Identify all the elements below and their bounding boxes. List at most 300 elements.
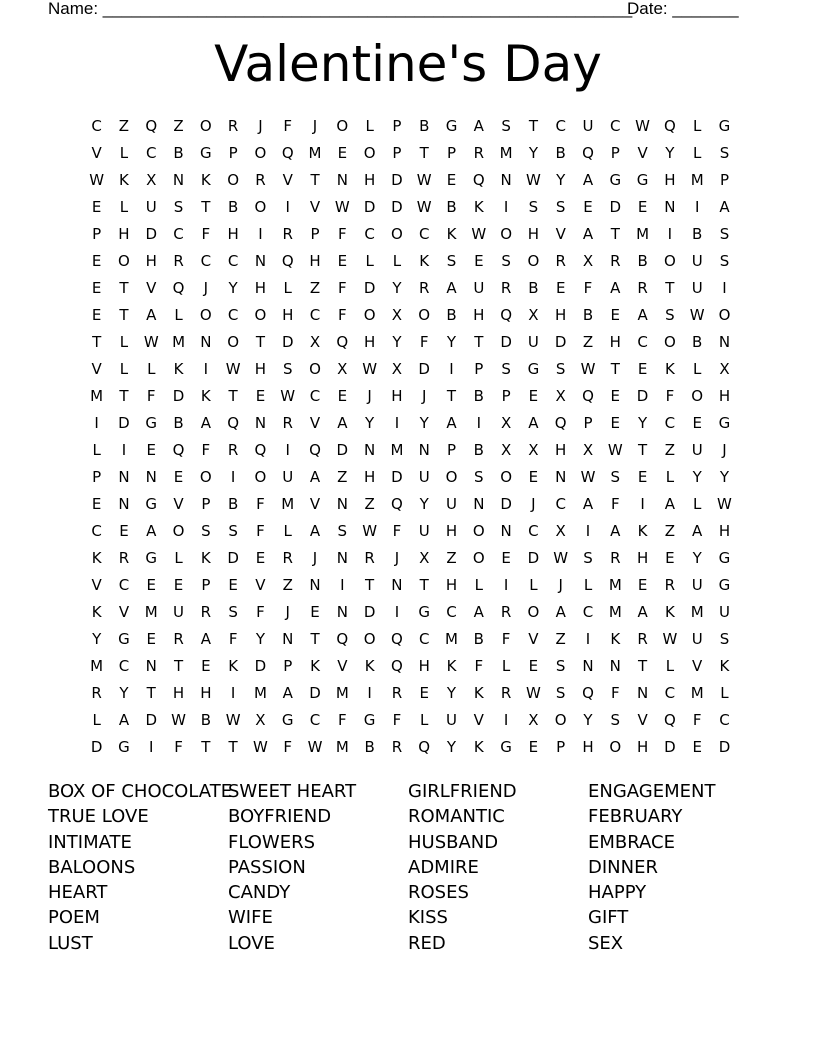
grid-letter: H — [609, 332, 621, 351]
grid-letter: L — [665, 467, 675, 486]
grid-letter: E — [692, 737, 702, 756]
grid-letter: W — [253, 737, 268, 756]
grid-letter: J — [258, 116, 263, 135]
grid-letter: F — [610, 683, 620, 702]
grid-letter: K — [310, 656, 320, 675]
grid-letter: I — [203, 359, 209, 378]
grid-letter: X — [391, 305, 403, 324]
grid-letter: E — [528, 386, 539, 405]
grid-letter: C — [582, 602, 594, 621]
grid-letter: T — [310, 170, 320, 189]
grid-letter: M — [90, 386, 104, 405]
grid-row — [83, 625, 738, 652]
grid-letter: M — [690, 170, 704, 189]
grid-letter: F — [665, 386, 675, 405]
grid-letter: K — [419, 251, 430, 270]
grid-letter: T — [119, 305, 129, 324]
grid-letter: M — [281, 494, 295, 513]
grid-letter: V — [555, 224, 566, 243]
grid-letter: I — [667, 224, 673, 243]
grid-letter: N — [336, 170, 348, 189]
grid-letter: D — [664, 737, 676, 756]
grid-letter: T — [528, 116, 538, 135]
grid-row — [83, 706, 738, 733]
grid-letter: E — [637, 467, 648, 486]
grid-letter: I — [694, 197, 700, 216]
grid-letter: S — [228, 602, 238, 621]
grid-row — [83, 382, 738, 409]
grid-letter: A — [528, 413, 539, 432]
grid-letter: D — [391, 467, 403, 486]
grid-letter: Q — [172, 278, 185, 297]
grid-letter: O — [309, 359, 321, 378]
grid-letter: D — [90, 737, 103, 756]
word-list-item: ADMIRE — [408, 856, 479, 878]
grid-letter: A — [446, 413, 457, 432]
grid-letter: F — [692, 710, 702, 729]
grid-letter: L — [693, 359, 702, 378]
grid-letter: W — [607, 440, 623, 459]
grid-letter: I — [394, 602, 400, 621]
grid-row — [83, 490, 738, 517]
grid-letter: T — [419, 143, 429, 162]
grid-letter: Y — [419, 494, 429, 513]
grid-letter: T — [201, 197, 211, 216]
grid-letter: H — [254, 359, 267, 378]
grid-row — [83, 301, 738, 328]
grid-letter: T — [665, 278, 675, 297]
grid-letter: N — [118, 467, 130, 486]
grid-letter: O — [500, 467, 512, 486]
grid-letter: C — [664, 683, 676, 702]
grid-letter: N — [500, 521, 512, 540]
grid-letter: D — [281, 332, 294, 351]
grid-letter: V — [309, 494, 321, 513]
grid-letter: L — [583, 575, 593, 594]
grid-letter: T — [638, 440, 648, 459]
grid-letter: S — [228, 521, 238, 540]
grid-letter: J — [394, 548, 400, 567]
grid-letter: N — [336, 602, 348, 621]
grid-letter: A — [610, 278, 621, 297]
grid-letter: J — [421, 386, 427, 405]
word-list-item: GIRLFRIEND — [408, 781, 517, 802]
grid-letter: B — [582, 305, 594, 324]
grid-letter: Y — [92, 629, 102, 648]
grid-letter: O — [663, 332, 676, 351]
grid-letter: I — [722, 278, 727, 297]
grid-letter: O — [199, 467, 212, 486]
grid-row — [83, 733, 738, 760]
grid-letter: Y — [719, 467, 730, 486]
word-list-item: KISS — [408, 907, 448, 929]
grid-letter: O — [500, 224, 512, 243]
grid-row — [83, 679, 738, 706]
grid-letter: T — [610, 224, 620, 243]
grid-letter: G — [718, 413, 731, 432]
grid-letter: A — [118, 710, 130, 729]
grid-letter: Y — [392, 278, 402, 297]
word-column — [228, 779, 356, 956]
grid-letter: Y — [228, 278, 238, 297]
grid-letter: N — [254, 251, 267, 270]
word-list-item: BALOONS — [48, 856, 136, 878]
grid-letter: X — [419, 548, 430, 567]
name-field-label: Name: ________________________________________________________ — [48, 0, 633, 18]
grid-letter: M — [608, 602, 622, 621]
grid-letter: Q — [227, 413, 240, 432]
grid-letter: S — [474, 467, 484, 486]
grid-letter: E — [637, 575, 648, 594]
grid-row — [83, 355, 738, 382]
grid-letter: B — [692, 332, 703, 351]
grid-letter: H — [473, 305, 485, 324]
grid-letter: O — [391, 224, 403, 243]
grid-letter: W — [280, 386, 296, 405]
word-list-item: HUSBAND — [408, 831, 499, 853]
grid-letter: E — [173, 467, 184, 486]
grid-letter: D — [500, 494, 512, 513]
grid-letter: O — [254, 197, 267, 216]
grid-letter: W — [143, 332, 159, 351]
grid-letter: H — [445, 575, 458, 594]
grid-letter: C — [118, 575, 130, 594]
grid-letter: G — [281, 710, 294, 729]
grid-letter: Q — [472, 170, 485, 189]
grid-letter: V — [118, 602, 130, 621]
grid-letter: W — [525, 683, 541, 702]
grid-letter: T — [310, 629, 320, 648]
word-list-item: HEART — [48, 882, 108, 904]
grid-row — [83, 139, 738, 166]
word-list-item: WIFE — [228, 907, 273, 929]
grid-letter: S — [446, 251, 457, 270]
grid-letter: Q — [391, 656, 403, 675]
grid-letter: M — [390, 440, 404, 459]
grid-letter: S — [501, 359, 511, 378]
grid-letter: R — [473, 143, 485, 162]
word-list-item: ENGAGEMENT — [588, 781, 716, 802]
grid-letter: L — [92, 710, 101, 729]
grid-letter: O — [527, 251, 540, 270]
grid-letter: W — [662, 629, 678, 648]
grid-letter: P — [283, 656, 293, 675]
grid-letter: C — [91, 521, 102, 540]
grid-letter: F — [501, 629, 511, 648]
grid-letter: W — [171, 710, 186, 729]
grid-letter: N — [309, 575, 321, 594]
grid-letter: K — [473, 683, 484, 702]
grid-letter: I — [503, 197, 509, 216]
grid-letter: A — [664, 494, 676, 513]
grid-letter: P — [610, 143, 620, 162]
grid-letter: E — [419, 683, 429, 702]
grid-letter: M — [144, 602, 158, 621]
grid-letter: C — [227, 251, 239, 270]
grid-letter: C — [91, 116, 102, 135]
grid-letter: A — [282, 683, 293, 702]
grid-letter: R — [391, 683, 403, 702]
grid-letter: B — [473, 440, 484, 459]
grid-letter: S — [555, 197, 566, 216]
grid-letter: C — [309, 386, 321, 405]
grid-letter: J — [531, 494, 536, 513]
grid-letter: F — [610, 494, 620, 513]
grid-letter: P — [719, 170, 729, 189]
date-field-label: Date: _______ — [627, 0, 739, 18]
grid-letter: O — [472, 548, 485, 567]
grid-row — [83, 598, 738, 625]
grid-letter: F — [392, 710, 402, 729]
word-column — [48, 779, 232, 956]
grid-letter: K — [610, 629, 621, 648]
grid-letter: B — [446, 305, 457, 324]
grid-letter: B — [692, 224, 703, 243]
grid-letter: R — [500, 278, 512, 297]
grid-letter: G — [609, 170, 622, 189]
grid-letter: F — [583, 278, 593, 297]
grid-letter: M — [172, 332, 186, 351]
grid-letter: W — [334, 197, 350, 216]
grid-letter: L — [147, 359, 156, 378]
grid-letter: O — [418, 305, 431, 324]
grid-letter: H — [309, 251, 321, 270]
grid-letter: A — [610, 521, 621, 540]
grid-letter: A — [146, 305, 157, 324]
grid-letter: Y — [665, 143, 675, 162]
grid-letter: A — [200, 413, 211, 432]
grid-letter: L — [92, 440, 101, 459]
grid-letter: N — [555, 467, 567, 486]
grid-letter: E — [337, 386, 348, 405]
grid-letter: K — [200, 386, 211, 405]
grid-letter: T — [146, 683, 156, 702]
grid-letter: K — [364, 656, 375, 675]
grid-letter: R — [91, 683, 102, 702]
grid-letter: L — [119, 332, 129, 351]
grid-letter: K — [200, 170, 211, 189]
grid-letter: F — [283, 737, 293, 756]
grid-letter: B — [364, 737, 375, 756]
grid-letter: O — [254, 305, 267, 324]
grid-letter: H — [363, 170, 376, 189]
grid-letter: N — [172, 170, 185, 189]
grid-letter: L — [174, 305, 183, 324]
puzzle-title: Valentine's Day — [214, 35, 602, 93]
grid-letter: U — [527, 332, 539, 351]
grid-letter: I — [149, 737, 154, 756]
grid-letter: N — [145, 467, 157, 486]
grid-letter: L — [365, 251, 374, 270]
grid-letter: R — [637, 629, 648, 648]
grid-letter: U — [282, 467, 294, 486]
grid-letter: X — [500, 440, 512, 459]
grid-letter: L — [119, 197, 129, 216]
grid-letter: N — [391, 575, 403, 594]
grid-letter: V — [146, 278, 157, 297]
grid-letter: N — [664, 197, 676, 216]
grid-letter: M — [499, 143, 513, 162]
grid-letter: Q — [391, 494, 403, 513]
grid-letter: C — [719, 710, 730, 729]
grid-letter: T — [201, 737, 211, 756]
grid-letter: G — [118, 737, 130, 756]
grid-row — [83, 220, 738, 247]
grid-letter: C — [664, 413, 676, 432]
word-list-item: HAPPY — [588, 882, 647, 904]
grid-letter: A — [473, 602, 484, 621]
grid-letter: B — [227, 494, 239, 513]
grid-letter: L — [693, 494, 702, 513]
grid-letter: G — [445, 116, 458, 135]
grid-letter: A — [337, 413, 348, 432]
grid-letter: V — [255, 575, 266, 594]
grid-letter: S — [719, 224, 730, 243]
grid-letter: Y — [692, 467, 702, 486]
grid-letter: I — [503, 710, 509, 729]
grid-letter: I — [503, 575, 509, 594]
word-list-item: ROMANTIC — [408, 806, 505, 828]
grid-letter: F — [256, 521, 265, 540]
grid-letter: J — [285, 602, 290, 621]
grid-letter: I — [285, 440, 290, 459]
grid-letter: M — [308, 143, 322, 162]
grid-letter: T — [638, 656, 648, 675]
grid-letter: E — [310, 602, 320, 621]
grid-letter: E — [637, 359, 648, 378]
grid-letter: W — [717, 494, 732, 513]
grid-letter: P — [92, 467, 102, 486]
grid-letter: Q — [418, 737, 431, 756]
grid-letter: O — [254, 467, 267, 486]
grid-letter: B — [200, 710, 211, 729]
grid-letter: L — [174, 548, 183, 567]
grid-letter: O — [472, 521, 485, 540]
grid-letter: F — [392, 521, 402, 540]
grid-letter: K — [446, 656, 457, 675]
grid-row — [83, 247, 738, 274]
grid-letter: G — [527, 359, 540, 378]
grid-letter: C — [309, 710, 321, 729]
grid-letter: R — [610, 548, 621, 567]
grid-letter: Y — [365, 413, 375, 432]
grid-letter: G — [200, 143, 212, 162]
grid-letter: R — [418, 278, 430, 297]
grid-letter: Z — [555, 629, 566, 648]
grid-letter: N — [473, 494, 485, 513]
grid-letter: Q — [336, 629, 349, 648]
grid-letter: I — [585, 521, 591, 540]
grid-letter: K — [91, 548, 102, 567]
grid-letter: Q — [281, 251, 294, 270]
grid-letter: N — [364, 440, 376, 459]
grid-letter: Q — [281, 143, 294, 162]
grid-letter: C — [173, 224, 184, 243]
grid-letter: Y — [255, 629, 266, 648]
grid-letter: W — [580, 467, 596, 486]
grid-letter: D — [418, 359, 430, 378]
grid-letter: F — [338, 224, 347, 243]
grid-letter: M — [690, 683, 704, 702]
grid-letter: A — [637, 602, 648, 621]
grid-letter: D — [718, 737, 731, 756]
grid-letter: U — [691, 440, 703, 459]
grid-letter: Z — [446, 548, 457, 567]
grid-letter: E — [146, 440, 156, 459]
grid-letter: L — [529, 575, 538, 594]
grid-letter: N — [200, 332, 212, 351]
grid-letter: G — [418, 602, 431, 621]
grid-letter: R — [391, 737, 403, 756]
grid-letter: V — [91, 359, 102, 378]
word-column — [588, 779, 715, 956]
grid-letter: A — [309, 521, 321, 540]
grid-letter: H — [363, 467, 376, 486]
grid-letter: E — [555, 278, 566, 297]
grid-letter: D — [391, 197, 403, 216]
grid-letter: D — [172, 386, 185, 405]
grid-letter: G — [636, 170, 649, 189]
grid-letter: T — [228, 386, 238, 405]
grid-letter: F — [338, 710, 347, 729]
grid-row — [83, 112, 738, 139]
grid-letter: W — [525, 170, 541, 189]
grid-letter: X — [391, 359, 403, 378]
grid-letter: N — [582, 656, 594, 675]
grid-letter: D — [254, 656, 267, 675]
grid-letter: H — [636, 737, 649, 756]
grid-letter: F — [201, 224, 211, 243]
grid-letter: T — [255, 332, 266, 351]
grid-letter: J — [203, 278, 209, 297]
grid-letter: L — [283, 278, 292, 297]
grid-letter: Z — [309, 278, 321, 297]
grid-letter: X — [528, 710, 539, 729]
grid-letter: J — [367, 386, 372, 405]
grid-letter: B — [446, 197, 457, 216]
grid-letter: J — [722, 440, 727, 459]
grid-letter: A — [200, 629, 211, 648]
grid-letter: N — [145, 656, 157, 675]
grid-letter: O — [363, 143, 376, 162]
grid-letter: Q — [554, 413, 567, 432]
grid-letter: Y — [419, 413, 429, 432]
grid-letter: V — [337, 656, 348, 675]
word-list-item: BOYFRIEND — [228, 806, 332, 828]
grid-letter: S — [201, 521, 211, 540]
grid-letter: B — [528, 278, 539, 297]
grid-letter: K — [637, 521, 648, 540]
grid-letter: A — [309, 467, 321, 486]
grid-letter: L — [474, 575, 483, 594]
grid-letter: E — [610, 386, 621, 405]
grid-letter: M — [445, 629, 458, 648]
grid-letter: P — [446, 440, 457, 459]
grid-letter: U — [582, 116, 594, 135]
grid-letter: L — [365, 116, 374, 135]
grid-letter: R — [664, 575, 676, 594]
grid-letter: M — [608, 575, 622, 594]
grid-letter: G — [718, 548, 731, 567]
grid-letter: S — [501, 251, 511, 270]
grid-letter: U — [173, 602, 185, 621]
grid-letter: S — [173, 197, 184, 216]
word-list-item: LOVE — [228, 932, 275, 954]
grid-letter: P — [201, 575, 211, 594]
grid-letter: Y — [556, 170, 566, 189]
grid-letter: I — [121, 440, 127, 459]
grid-letter: Q — [254, 440, 267, 459]
